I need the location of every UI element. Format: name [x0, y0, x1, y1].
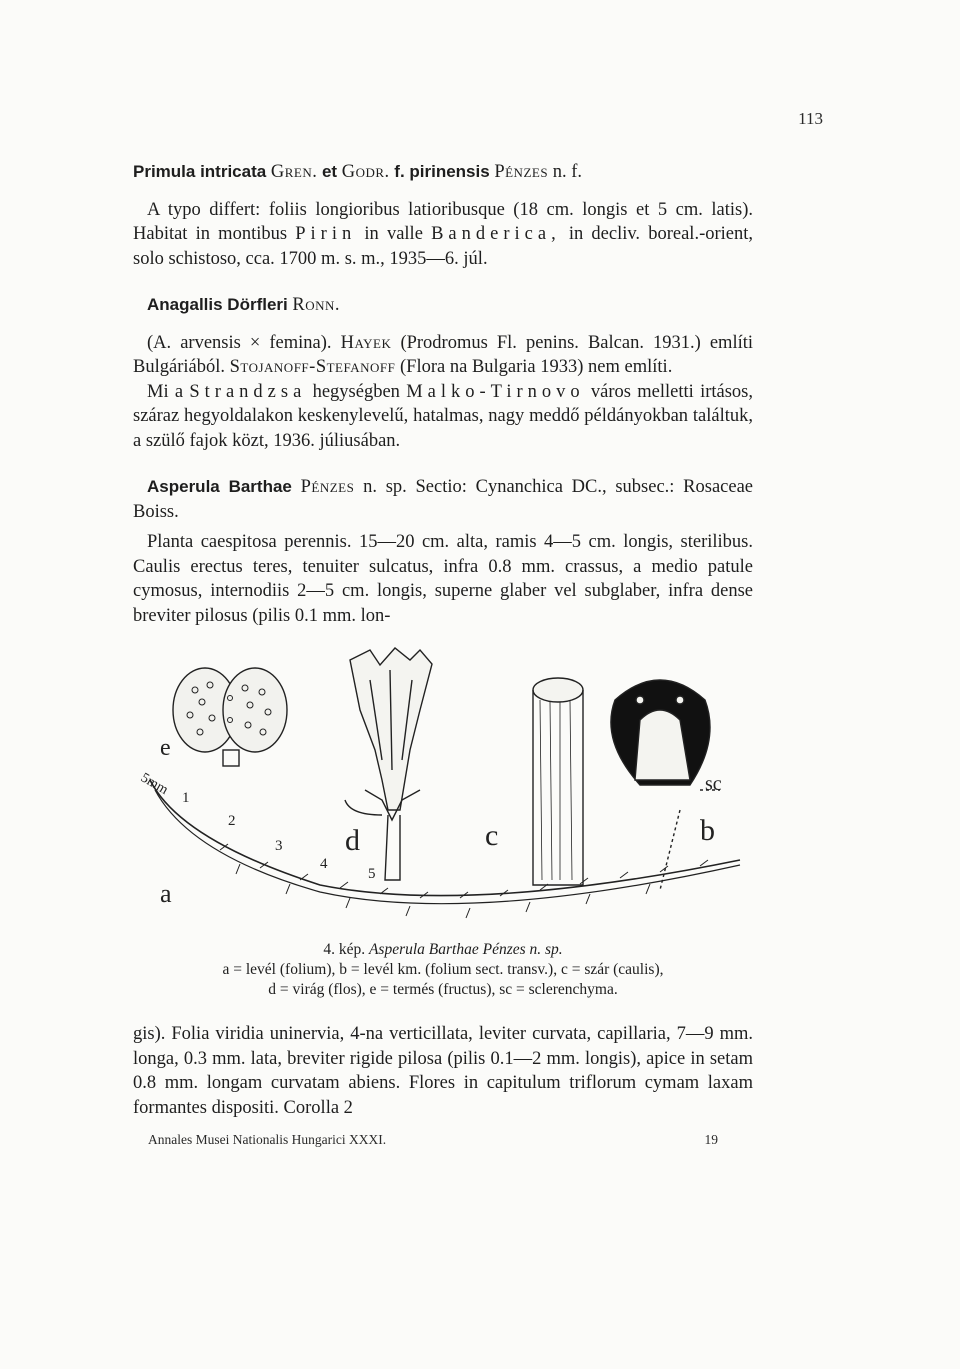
folia-description: gis). Folia viridia uninervia, 4-na verticillata, leviter curvata, capillaria, 7—9 mm. longa, 0.3 mm. lata, breviter rigide pilosa (pilis 0.1—2 mm. longis), apice in setam 0.8 mm. longam curvatam abiens. Flores in capitulum triflorum cymam laxam formantes dispositi. Corolla 2 — [133, 1024, 753, 1118]
primula-desc-in-valle: in valle — [364, 224, 423, 244]
author-stojanoff: Stojanoff-Stefanoff — [229, 357, 396, 377]
anagallis-text-3: (Flora na Bulgaria 1933) nem említi. — [400, 357, 673, 377]
primula-desc-part-2: in decliv. boreal.-orient, solo schistoso, cca. 1700 m. s. m., 1935—6. júl. — [133, 224, 754, 269]
mi-hegysegben: hegységben — [312, 381, 400, 402]
figure-leaf-section-b — [611, 680, 720, 890]
anagallis-text-1: (A. arvensis × femina). — [147, 332, 332, 353]
planta-description: Planta caespitosa perennis. 15—20 cm. alta, ramis 4—5 cm. longis, sterilibus. Caulis erectus teres, tenuiter sulcatus, infra 0.8 mm. crassus, a medio patule cymosus, internodiis 2—5 cm. longis, superne glaber vel subglaber, infra dense breviter pilosus (pilis 0.1 mm. lon- — [133, 532, 753, 626]
caption-line-3: d = virág (flos), e = termés (fructus), sc = sclerenchyma. — [268, 981, 618, 998]
primula-desc-part-1: A typo differt: foliis longioribus latioribusque (18 cm. longis et 5 cm. latis). Habitat in montibus — [133, 199, 753, 244]
journal-title: Annales Musei Nationalis Hungarici XXXI. — [148, 1132, 387, 1147]
place-strandzsa: Strandzsa — [189, 381, 307, 402]
label-d: d — [345, 824, 360, 857]
asperula-sectio: n. sp. Sectio: Cynanchica DC., subsec.: Rosaceae Boiss. — [133, 477, 754, 522]
label-scale: 5mm — [138, 770, 171, 798]
label-sc: sc — [705, 773, 722, 795]
caption-figure-number: 4. kép. — [323, 941, 366, 958]
page-footer — [148, 1132, 748, 1148]
anagallis-text-2: (Prodromus Fl. penins. Balcan. 1931.) említi Bulgáriából. — [133, 332, 754, 377]
caption-species: Asperula Barthae Pénzes n. sp. — [368, 941, 563, 958]
mi-rest: város melletti irtásos, száraz hegyoldalakon keskenylevelű, hatalmas, nagy meddő példányokban találtuk, a szülő fajok közt, 1936. júliusában. — [133, 381, 753, 451]
caption-line-2: a = levél (folium), b = levél km. (folium sect. transv.), c = szár (caulis), — [222, 961, 664, 978]
asperula-name: Asperula Barthae — [147, 477, 292, 496]
label-b: b — [700, 814, 715, 847]
main-text-bottom — [133, 1022, 753, 1120]
label-scale-1: 1 — [182, 790, 190, 806]
anagallis-author: Ronn. — [292, 295, 341, 315]
figure-stem-c — [533, 678, 583, 885]
main-text-top — [133, 160, 753, 628]
place-pirin: Pirin — [295, 224, 357, 244]
figure-leaf-a — [150, 780, 740, 918]
primula-author-1: Gren. — [270, 162, 318, 182]
anagallis-name: Anagallis Dörfleri — [147, 295, 288, 314]
asperula-author: Pénzes — [300, 477, 355, 497]
figure-fruit-e — [173, 668, 287, 766]
primula-form: f. pirinensis — [394, 162, 490, 181]
label-scale-2: 2 — [228, 813, 236, 829]
primula-nf: n. f. — [552, 162, 582, 182]
caption-line-1 — [133, 940, 753, 960]
asperula-heading — [133, 475, 753, 524]
place-malko-tirnovo: Malko-Tirnovo — [406, 381, 585, 402]
place-banderica: Banderica, — [431, 224, 561, 244]
primula-description — [133, 198, 753, 272]
strandzsa-text — [133, 380, 753, 454]
label-scale-3: 3 — [275, 838, 283, 854]
primula-et: et — [321, 162, 338, 181]
primula-author-3: Pénzes — [494, 162, 549, 182]
label-c: c — [485, 819, 499, 852]
label-scale-5: 5 — [368, 866, 376, 882]
label-e: e — [160, 735, 171, 761]
author-hayek: Hayek — [340, 332, 392, 353]
figure-caption — [133, 940, 753, 1000]
anagallis-text — [133, 331, 753, 380]
label-scale-4: 4 — [320, 856, 328, 872]
botanical-figure — [120, 640, 760, 930]
anagallis-heading — [133, 293, 753, 318]
page-number: 113 — [798, 109, 823, 128]
primula-name: Primula intricata — [133, 162, 267, 181]
label-a: a — [160, 879, 172, 908]
primula-author-2: Godr. — [341, 162, 390, 182]
primula-heading — [133, 160, 753, 185]
signature-number: 19 — [704, 1132, 718, 1147]
mi-a: Mi a — [147, 381, 184, 402]
